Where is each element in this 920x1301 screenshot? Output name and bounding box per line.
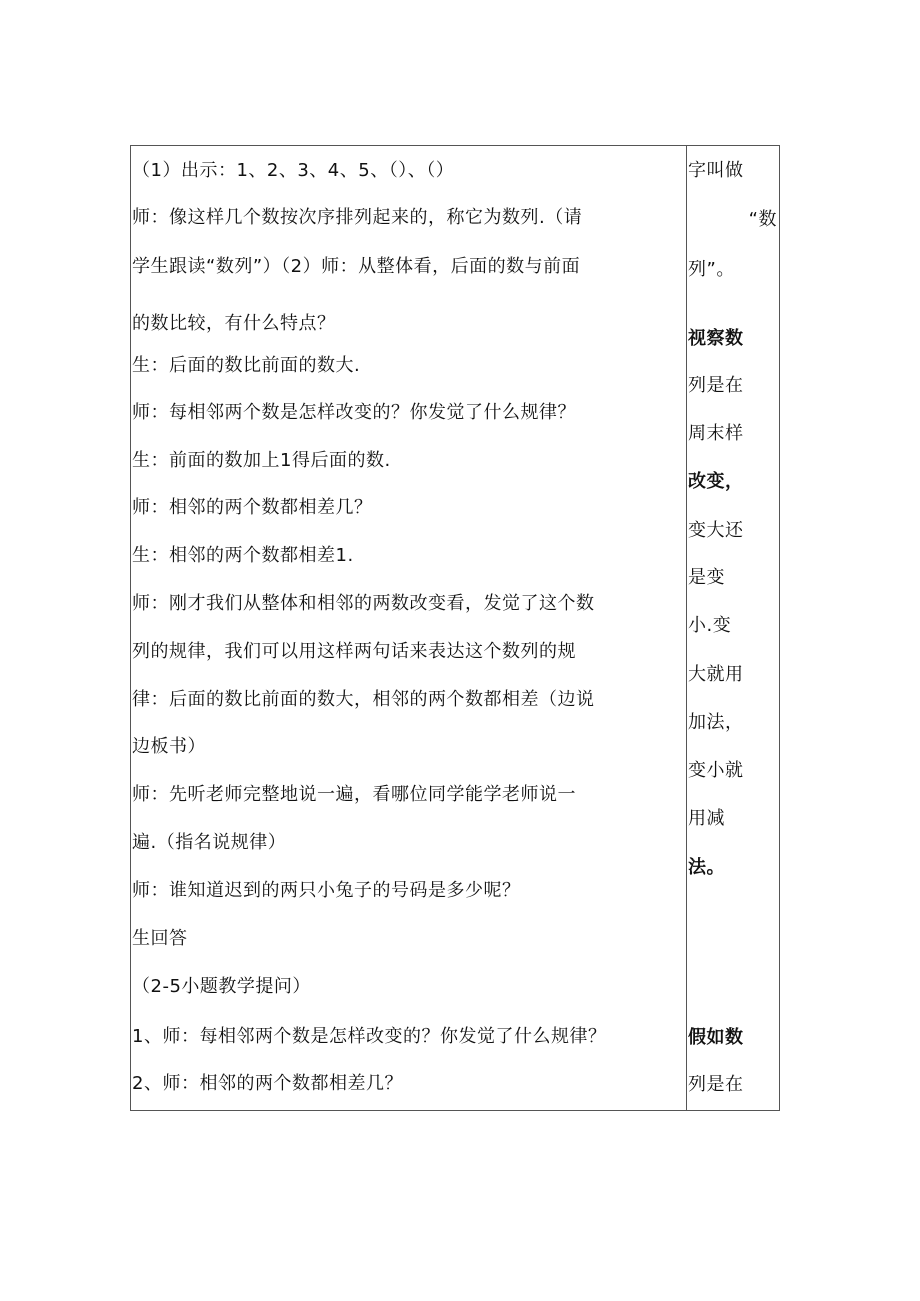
main-text-line: （1）出示：1、2、3、4、5、（）、（） — [132, 160, 455, 181]
side-note-line: 列”。 — [688, 259, 735, 280]
side-note-line: 周末样 — [688, 423, 744, 444]
side-note-line: 是变 — [688, 567, 725, 588]
main-text-line: 师：谁知道迟到的两只小兔子的号码是多少呢？ — [132, 880, 521, 901]
side-note-line: 小.变 — [688, 615, 732, 636]
side-note-line: 列是在 — [688, 375, 744, 396]
main-text-line: 2、师：相邻的两个数都相差几？ — [132, 1073, 403, 1094]
side-note-line: “数 — [748, 209, 777, 230]
main-text-line: 师：相邻的两个数都相差几？ — [132, 497, 373, 518]
side-note-line: 加法， — [688, 712, 744, 733]
main-text-line: 列的规律，我们可以用这样两句话来表达这个数列的规 — [132, 641, 576, 662]
main-text-line: 师：每相邻两个数是怎样改变的？你发觉了什么规律？ — [132, 402, 576, 423]
main-text-line: 师：先听老师完整地说一遍，看哪位同学能学老师说一 — [132, 784, 576, 805]
side-note-line: 改变， — [688, 471, 744, 492]
main-text-line: 生回答 — [132, 928, 188, 949]
main-text-line: 生：相邻的两个数都相差1. — [132, 545, 354, 566]
main-text-line: 1、师：每相邻两个数是怎样改变的？你发觉了什么规律？ — [132, 1026, 607, 1047]
main-text-line: 生：后面的数比前面的数大. — [132, 355, 361, 376]
main-text-line: 边板书） — [132, 736, 206, 757]
main-text-line: 的数比较，有什么特点？ — [132, 313, 336, 334]
side-note-line: 法。 — [688, 857, 725, 878]
side-note-line: 字叫做 — [688, 160, 744, 181]
main-text-line: 律：后面的数比前面的数大，相邻的两个数都相差（边说 — [132, 689, 595, 710]
side-note-line: 变小就 — [688, 760, 744, 781]
main-text-line: 学生跟读“数列”）（2）师：从整体看，后面的数与前面 — [132, 256, 581, 277]
main-text-line: 生：前面的数加上1得后面的数. — [132, 450, 391, 471]
design-notes-column — [687, 146, 779, 1110]
lesson-plan-table — [130, 145, 780, 1111]
main-text-line: （2-5小题教学提问） — [132, 976, 311, 997]
side-note-line: 视察数 — [688, 328, 744, 349]
side-note-line: 假如数 — [688, 1027, 744, 1048]
side-note-line: 大就用 — [688, 664, 744, 685]
main-text-line: 师：刚才我们从整体和相邻的两数改变看，发觉了这个数 — [132, 593, 595, 614]
teaching-process-column — [131, 146, 687, 1110]
side-note-line: 列是在 — [688, 1074, 744, 1095]
side-note-line: 变大还 — [688, 520, 744, 541]
side-note-line: 用减 — [688, 808, 725, 829]
main-text-line: 遍.（指名说规律） — [132, 832, 287, 853]
main-text-line: 师：像这样几个数按次序排列起来的，称它为数列.（请 — [132, 207, 583, 228]
